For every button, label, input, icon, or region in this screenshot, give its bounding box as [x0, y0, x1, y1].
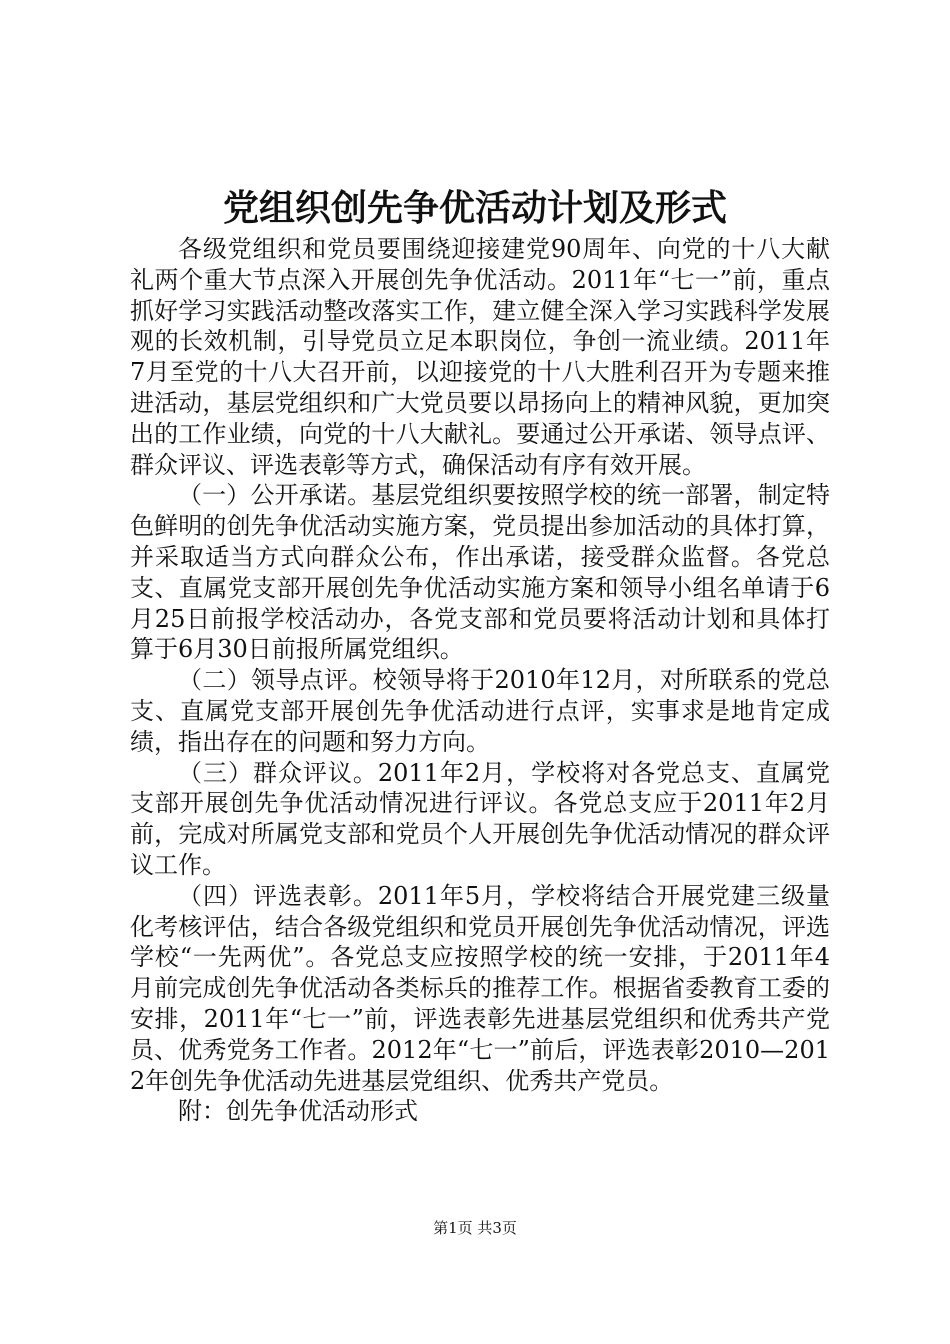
- paragraph-intro: 各级党组织和党员要围绕迎接建党90周年、向党的十八大献礼两个重大节点深入开展创先争优活动。2011年“七一”前，重点抓好学习实践活动整改落实工作，建立健全深入学习实践科学发展观的长效机制，引导党员立足本职岗位，争创一流业绩。2011年7月至党的十八大召开前，以迎接党的十八大胜利召开为专题来推进活动，基层党组织和广大党员要以昂扬向上的精神风貌，更加突出的工作业绩，向党的十八大献礼。要通过公开承诺、领导点评、群众评议、评选表彰等方式，确保活动有序有效开展。: [130, 235, 830, 479]
- appendix-note: 附：创先争优活动形式: [178, 1097, 418, 1126]
- page-footer: 第1页 共3页: [433, 1219, 517, 1237]
- paragraph-public-commitment: （一）公开承诺。基层党组织要按照学校的统一部署，制定特色鲜明的创先争优活动实施方案，党员提出参加活动的具体打算，并采取适当方式向群众公布，作出承诺，接受群众监督。各党总支、直属党支部开展创先争优活动实施方案和领导小组名单请于6月25日前报学校活动办，各党支部和党员要将活动计划和具体打算于6月30日前报所属党组织。: [130, 481, 830, 664]
- document-title: 党组织创先争优活动计划及形式: [222, 187, 727, 229]
- document-body: [130, 234, 830, 1127]
- paragraph-leader-review: （二）领导点评。校领导将于2010年12月，对所联系的党总支、直属党支部开展创先争优活动进行点评，实事求是地肯定成绩，指出存在的问题和努力方向。: [130, 666, 830, 756]
- paragraph-selection-commendation: （四）评选表彰。2011年5月，学校将结合开展党建三级量化考核评估，结合各级党组织和党员开展创先争优活动情况，评选学校“一先两优”。各党总支应按照学校的统一安排，于2011年4月前完成创先争优活动各类标兵的推荐工作。根据省委教育工委的安排，2011年“七一”前，评选表彰先进基层党组织和优秀共产党员、优秀党务工作者。2012年“七一”前后，评选表彰2010—2012年创先争优活动先进基层党组织、优秀共产党员。: [130, 881, 830, 1095]
- paragraph-public-evaluation: （三）群众评议。2011年2月，学校将对各党总支、直属党支部开展创先争优活动情况进行评议。各党总支应于2011年2月前，完成对所属党支部和党员个人开展创先争优活动情况的群众评议工作。: [130, 758, 830, 879]
